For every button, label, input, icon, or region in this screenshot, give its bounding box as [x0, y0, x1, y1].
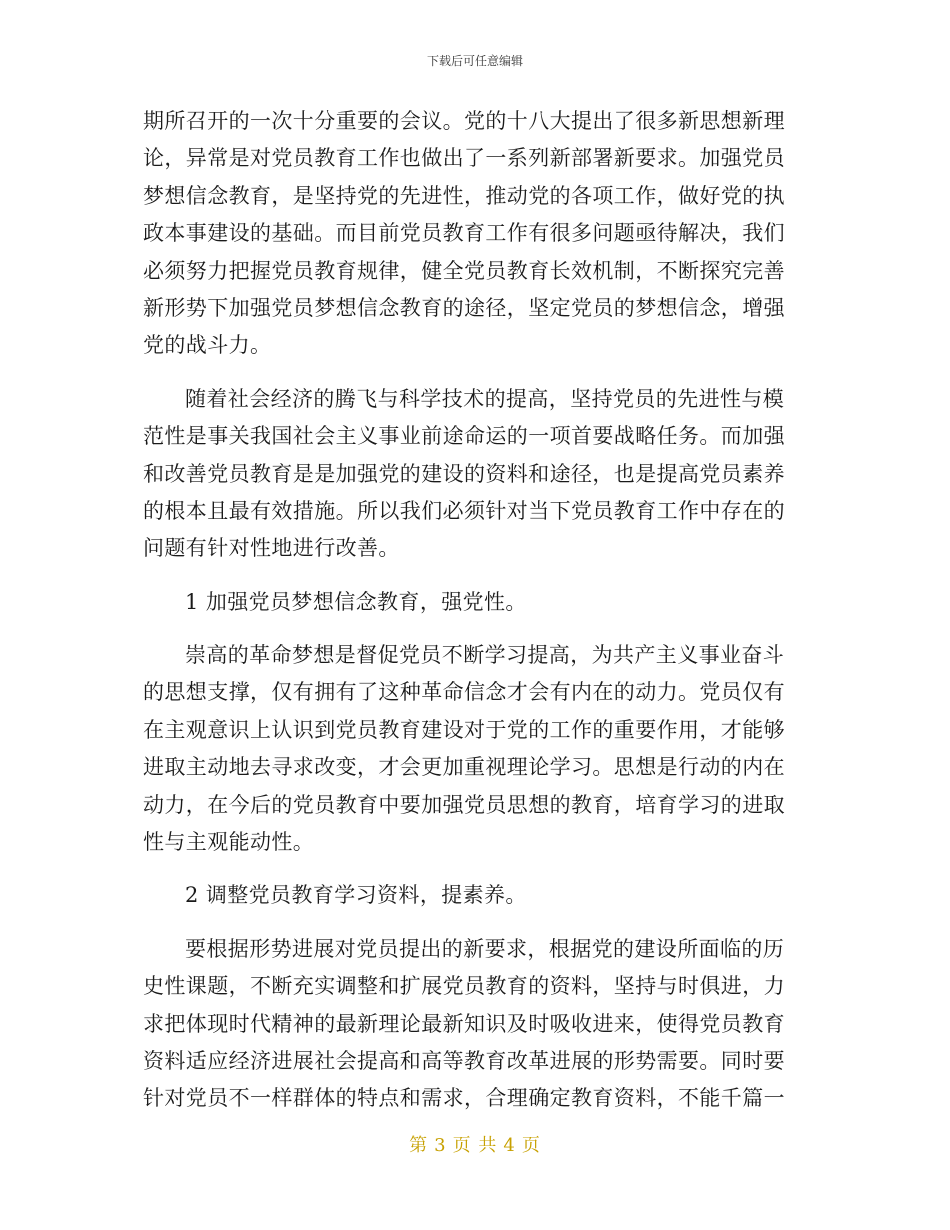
footer-prefix: 第	[409, 1135, 429, 1156]
text-line: 性与主观能动性。	[143, 830, 315, 855]
paragraph-1	[143, 103, 797, 365]
paragraph-4	[143, 931, 797, 1118]
text-line: 新形势下加强党员梦想信念教育的途径，坚定党员的梦想信念，增强	[143, 295, 785, 320]
section-heading-1	[143, 584, 797, 621]
heading-line: 2 调整党员教育学习资料，提素养。	[185, 883, 527, 908]
text-line: 论，异常是对党员教育工作也做出了一系列新部署新要求。加强党员	[143, 146, 785, 171]
text-line: 梦想信念教育，是坚持党的先进性，推动党的各项工作，做好党的执	[143, 183, 785, 208]
text-line: 崇高的革命梦想是督促党员不断学习提高，为共产主义事业奋斗	[185, 643, 785, 668]
text-line: 范性是事关我国社会主义事业前途命运的一项首要战略任务。而加强	[143, 424, 785, 449]
heading-line: 1 加强党员梦想信念教育，强党性。	[185, 589, 527, 614]
text-line: 要根据形势进展对党员提出的新要求，根据党的建设所面临的历	[185, 936, 785, 961]
text-line: 的根本且最有效措施。所以我们必须针对当下党员教育工作中存在的	[143, 498, 785, 523]
text-line: 和改善党员教育是是加强党的建设的资料和途径，也是提高党员素养	[143, 461, 785, 486]
text-line: 资料适应经济进展社会提高和高等教育改革进展的形势需要。同时要	[143, 1048, 785, 1073]
footer-suffix: 页	[521, 1135, 541, 1156]
text-line: 政本事建设的基础。而目前党员教育工作有很多问题亟待解决，我们	[143, 221, 785, 246]
text-line: 针对党员不一样群体的特点和需求，合理确定教育资料，不能千篇一	[143, 1086, 785, 1111]
text-line: 必须努力把握党员教育规律，健全党员教育长效机制，不断探究完善	[143, 258, 785, 283]
page-footer	[0, 1135, 950, 1157]
total-page-number: 4	[503, 1135, 516, 1156]
text-line: 党的战斗力。	[143, 333, 272, 358]
paragraph-2	[143, 381, 797, 568]
text-line: 问题有针对性地进行改善。	[143, 536, 400, 561]
text-line: 的思想支撑，仅有拥有了这种革命信念才会有内在的动力。党员仅有	[143, 680, 785, 705]
text-line: 随着社会经济的腾飞与科学技术的提高，坚持党员的先进性与模	[185, 386, 785, 411]
text-line: 在主观意识上认识到党员教育建设对于党的工作的重要作用，才能够	[143, 717, 785, 742]
text-line: 求把体现时代精神的最新理论最新知识及时吸收进来，使得党员教育	[143, 1011, 785, 1036]
text-line: 史性课题，不断充实调整和扩展党员教育的资料，坚持与时俱进，力	[143, 974, 785, 999]
footer-mid: 页 共	[452, 1135, 498, 1156]
paragraph-3	[143, 637, 797, 861]
text-line: 期所召开的一次十分重要的会议。党的十八大提出了很多新思想新理	[143, 109, 785, 133]
document-body	[143, 103, 797, 1118]
section-heading-2	[143, 877, 797, 914]
text-line: 进取主动地去寻求改变，才会更加重视理论学习。思想是行动的内在	[143, 755, 785, 780]
current-page-number: 3	[434, 1135, 447, 1156]
page-header: 下载后可任意编辑	[426, 54, 523, 68]
text-line: 动力，在今后的党员教育中要加强党员思想的教育，培育学习的进取	[143, 792, 785, 817]
